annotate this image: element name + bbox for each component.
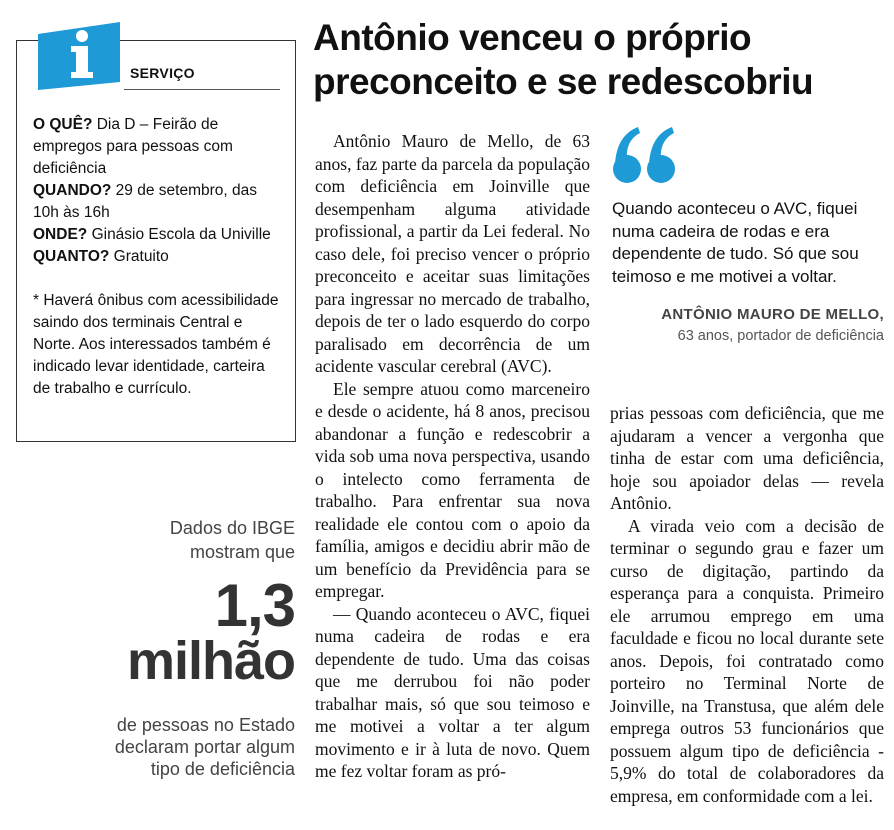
article-paragraph: prias pessoas com deficiência, que me ajudaram a vencer a vergonha que tinha de estar com uma deficiência, hoje sou apoiador delas — revela Antônio.: [610, 403, 884, 513]
info-icon: [36, 20, 122, 94]
article-paragraph: — Quando aconteceu o AVC, fiquei numa cadeira de rodas e era dependente de tudo. Uma das coisas que me derrubou foi não poder trabalhar mais, só que sou teimoso e me motivei a voltar a ter algum movimento e ir à luta de novo. Quem me fez voltar foram as pró-: [315, 603, 590, 781]
service-when: QUANDO? 29 de setembro, das 10h às 16h: [33, 182, 257, 221]
service-cost: QUANTO? Gratuito: [33, 248, 169, 265]
article-paragraph: A virada veio com a decisão de terminar o segundo grau e fazer um curso de digitação, partindo da esperança para a conquista. Primeiro ele arrumou emprego em uma faculdade e ficou no local durante sete anos. Depois, foi contratado como porteiro no Terminal Norte de Joinville, na Transtusa, que além dele emprega outros 53 funcionários que possuem algum tipo de deficiência - 5,9% do total de colaboradores da empresa, em conformidade com a lei.: [610, 515, 884, 806]
quote-icon: [612, 124, 678, 191]
article-column-1: [315, 130, 590, 830]
service-what: O QUÊ? Dia D – Feirão de empregos para pessoas com deficiência: [33, 116, 233, 177]
stat-outro: de pessoas no Estado declaram portar algum tipo de deficiência: [114, 715, 295, 779]
article-paragraph: Antônio Mauro de Mello, de 63 anos, faz parte da parcela da população com deficiência em Joinville que desempenham alguma atividade profissional, a partir da Lei federal. No caso dele, foi preciso vencer o próprio preconceito e aceitar suas limitações para ingressar no mercado de trabalho, depois de ter o lado esquerdo do corpo paralisado em decorrência de um acidente vascular cerebral (AVC).: [315, 131, 590, 376]
headline: Antônio venceu o próprio preconceito e se redescobriu: [313, 17, 814, 102]
stat-unit: milhão: [126, 631, 295, 691]
service-where: ONDE? Ginásio Escola da Univille: [33, 226, 271, 243]
pull-quote: Quando aconteceu o AVC, fiquei numa cadeira de rodas e era dependente de tudo. Só que sou teimoso e me motivei a voltar.: [612, 199, 859, 286]
quote-author: ANTÔNIO MAURO DE MELLO,: [661, 306, 884, 323]
service-label: SERVIÇO: [130, 65, 195, 81]
service-note: * Haverá ônibus com acessibilidade saindo dos terminais Central e Norte. Aos interessados também é indicado levar identidade, carteira de trabalho e currículo.: [33, 292, 279, 397]
stat-block: [95, 516, 295, 780]
stat-number: 1,3: [214, 572, 295, 639]
service-divider: [124, 89, 280, 90]
article-paragraph: Ele sempre atuou como marceneiro e desde o acidente, há 8 anos, precisou abandonar a função e redescobrir a vida sob uma nova perspectiva, usando o intelecto como ferramenta de trabalho. Para enfrentar sua nova realidade ele contou com o apoio da família, amigos e decidiu abrir mão de um benefício da Previdência para se empregar.: [315, 378, 590, 601]
quote-author-role: 63 anos, portador de deficiência: [677, 328, 884, 344]
stat-intro: Dados do IBGE mostram que: [169, 518, 295, 562]
article-column-2: [610, 402, 884, 827]
service-details: [33, 114, 285, 400]
